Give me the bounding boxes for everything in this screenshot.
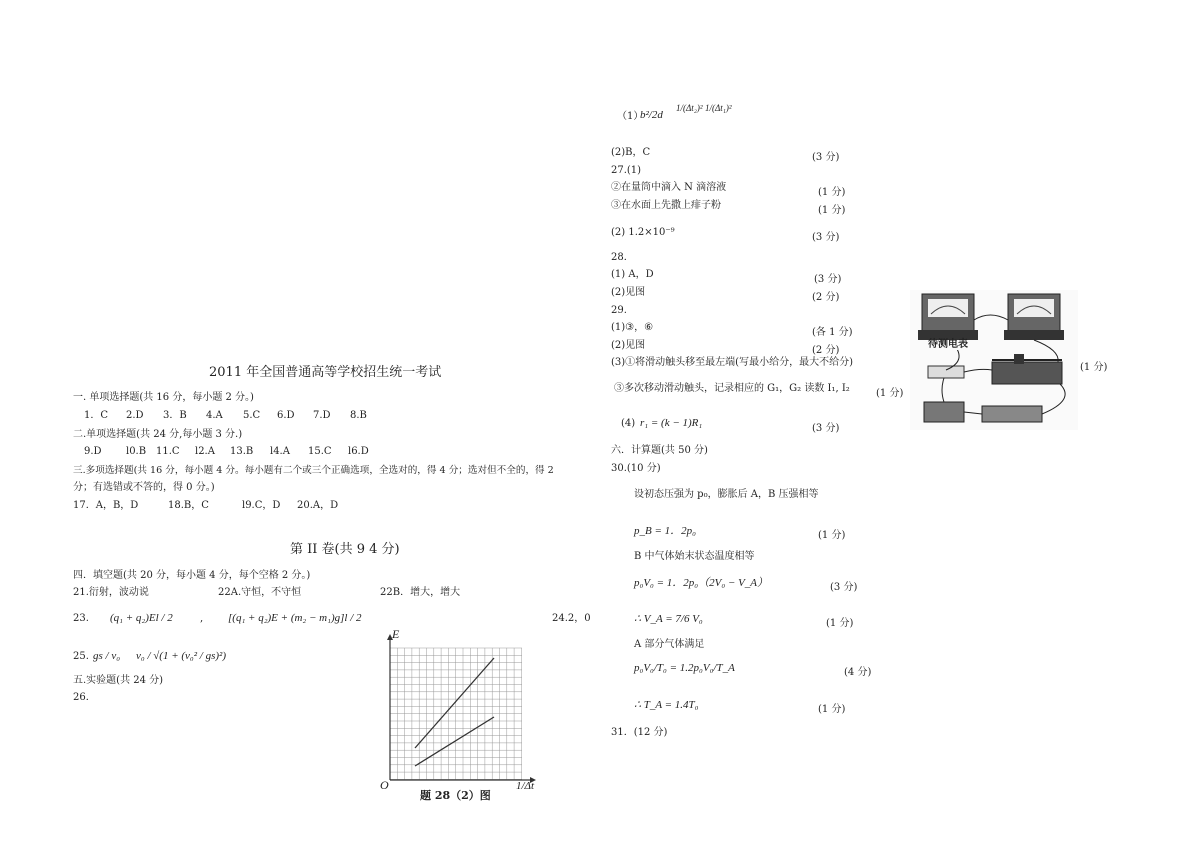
answer: 8.B <box>350 410 367 421</box>
answer-23-number: 23. <box>73 613 89 624</box>
graph-grid <box>390 648 522 780</box>
r27-2: (2) 1.2×10⁻⁹ <box>611 227 675 238</box>
answer: 1．C <box>84 410 109 421</box>
score: (1 分) <box>826 618 854 629</box>
answer-22a: 22A.守恒，不守恒 <box>218 587 302 598</box>
score: (1 分) <box>818 205 846 216</box>
score: (3 分) <box>812 232 840 243</box>
r26-2: (2)B，C <box>611 147 651 158</box>
answer: 18.B，C <box>168 500 209 511</box>
answer: 3．B <box>163 410 187 421</box>
r30-b-text: B 中气体始末状态温度相等 <box>634 551 755 562</box>
score: (4 分) <box>844 667 872 678</box>
section3-heading-line1: 三.多项选择题(共 16 分，每小题 4 分。每小题有二个或三个正确选项，全选对的，得 4 分；选对但不全的，得 2 <box>73 465 554 476</box>
answer-23-a: (q₁ + q₂)El / 2 <box>110 612 173 624</box>
answer: 9.D <box>84 446 102 457</box>
r29-2: (2)见图 <box>611 340 646 351</box>
score: (3 分) <box>830 582 858 593</box>
section5-heading: 五.实验题(共 24 分) <box>73 675 164 686</box>
graph-caption: 题 28（2）图 <box>420 789 491 802</box>
r30-eq1: p_B = 1．2p₀ <box>634 525 696 537</box>
score: (3 分) <box>812 152 840 163</box>
answer: l2.A <box>195 446 215 457</box>
answer: 20.A，D <box>297 500 339 511</box>
answer: 7.D <box>313 410 331 421</box>
section1-heading: 一. 单项选择题(共 16 分，每小题 2 分。) <box>73 392 254 403</box>
answer: 11.C <box>156 446 180 457</box>
answer-21: 21.衍射，波动说 <box>73 587 149 598</box>
r29-4-number: (4) <box>621 418 636 429</box>
answer: 2.D <box>126 410 144 421</box>
circuit-figure <box>910 290 1078 430</box>
score: (2 分) <box>812 345 840 356</box>
score: (3 分) <box>814 274 842 285</box>
r31-heading: 31．(12 分) <box>611 727 668 738</box>
answer: l4.A <box>270 446 290 457</box>
score: (1 分) <box>818 530 846 541</box>
graph-x-label: 1/Δt <box>516 780 535 792</box>
r26-1-coef: b²/2d <box>640 109 663 121</box>
answer: 13.B <box>230 446 254 457</box>
r27-a: ②在量筒中滴入 N 滴溶液 <box>611 182 727 193</box>
r28-2: (2)见图 <box>611 287 646 298</box>
r26-1-frac1: 1/(Δt₂)² <box>676 103 703 113</box>
r29-3: (3)①将滑动触头移至最左端(写最小给分，最大不给分) <box>611 357 853 368</box>
r30-eq2: p₀V₀ = 1．2p₀（2V₀ − V_A） <box>634 577 769 589</box>
answer: 4.A <box>206 410 223 421</box>
graph-line-lower <box>415 717 494 766</box>
r28-1: (1) A，D <box>611 269 654 280</box>
answer-22b: 22B．增大，增大 <box>380 587 461 598</box>
score: (2 分) <box>812 292 840 303</box>
r26-1-number: （1） <box>617 111 644 122</box>
answer: 5.C <box>243 410 261 421</box>
score: (3 分) <box>812 423 840 434</box>
r29-1: (1)③，⑥ <box>611 322 654 333</box>
r30-eq4: p₀V₀/T₀ = 1.2p₀V₀/T_A <box>634 662 735 674</box>
section6-heading: 六．计算题(共 50 分) <box>611 445 708 456</box>
answer: l0.B <box>126 446 147 457</box>
graph-origin-label: O <box>380 778 389 792</box>
r30-eq5: ∴ T_A = 1.4T₀ <box>634 699 699 711</box>
answer-25-b: v₀ / √(1 + (v₀² / gs)²) <box>136 650 227 662</box>
exam-title: 2011 年全国普通高等学校招生统一考试 <box>209 365 442 380</box>
score: (各 1 分) <box>812 327 853 338</box>
volume2-title: 第 II 卷(共 9 4 分) <box>290 542 400 557</box>
r26-1-frac2: 1/(Δt₁)² <box>705 103 732 113</box>
answer: 15.C <box>308 446 332 457</box>
answer-26-number: 26． <box>73 692 96 703</box>
answer-23-b: [(q₁ + q₂)E + (m₂ − m₁)g]l / 2 <box>228 612 362 624</box>
answer-25-number: 25. <box>73 651 89 662</box>
graph-line-upper <box>415 658 494 748</box>
r29-4: r₁ = (k − 1)R₁ <box>640 417 703 429</box>
r28-heading: 28． <box>611 252 634 263</box>
answer: l6.D <box>348 446 369 457</box>
r29-heading: 29. <box>611 305 627 316</box>
graph-y-label: E <box>392 627 400 641</box>
answer: l9.C，D <box>242 500 281 511</box>
circuit-label: 待测电表 <box>928 339 968 350</box>
answer: 17．A，B，D <box>73 500 139 511</box>
answer-23-comma: , <box>200 613 204 624</box>
r27-heading: 27.(1) <box>611 165 642 176</box>
section3-heading-line2: 分；有选错或不答的，得 0 分。) <box>73 482 215 493</box>
answer-24: 24.2，0 <box>552 613 591 624</box>
r30-a-text: A 部分气体满足 <box>634 639 705 650</box>
score: (1 分) <box>876 388 904 399</box>
section2-heading: 二.单项选择题(共 24 分,每小题 3 分.) <box>73 429 243 440</box>
score: (1 分) <box>818 704 846 715</box>
answer-25-a: gs / v₀ <box>93 650 121 662</box>
r29-3b: ③多次移动滑动触头，记录相应的 G₁，G₂ 读数 I₁, I₂ <box>614 383 850 394</box>
r27-b: ③在水面上先撒上痱子粉 <box>611 200 721 211</box>
section4-heading: 四．填空题(共 20 分，每小题 4 分，每个空格 2 分。) <box>73 570 311 581</box>
r30-heading: 30.(10 分) <box>611 463 661 474</box>
score: (1 分) <box>1080 362 1108 373</box>
score: (1 分) <box>818 187 846 198</box>
answer: 6.D <box>277 410 295 421</box>
r30-eq3: ∴ V_A = 7/6 V₀ <box>634 613 703 625</box>
r30-intro: 设初态压强为 p₀，膨胀后 A，B 压强相等 <box>634 489 819 500</box>
